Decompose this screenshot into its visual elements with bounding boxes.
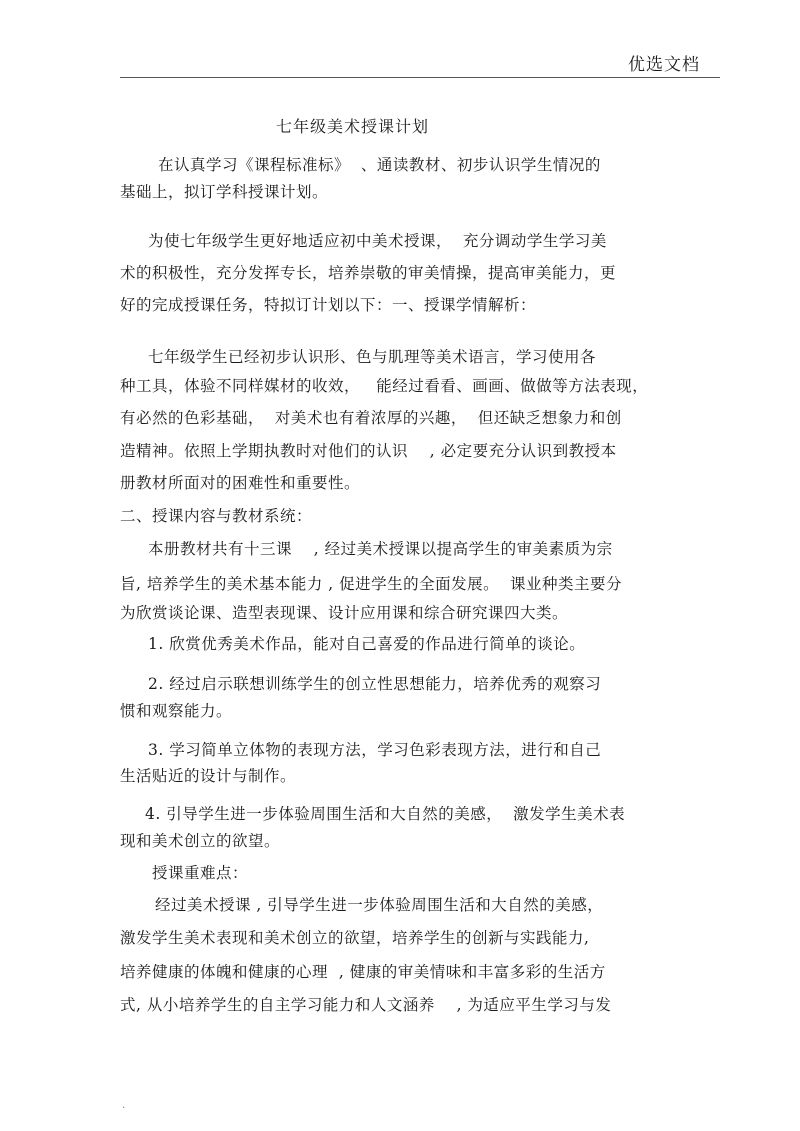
list-item: 1. 欣赏优秀美术作品，能对自己喜爱的作品进行简单的谈论。: [148, 635, 586, 653]
paragraph-line: 好的完成授课任务，特拟订计划以下：一、授课学情解析：: [120, 296, 537, 314]
paragraph-line: 术的积极性，充分发挥专长，培养崇敬的审美情操，提高审美能力，更: [120, 264, 617, 282]
paragraph-line: 培养健康的体魄和健康的心理 , 健康的审美情味和丰富多彩的生活方: [120, 963, 606, 981]
list-item-continuation: 惯和观察能力。: [120, 702, 233, 720]
list-item-continuation: 现和美术创立的欲望。: [120, 832, 281, 850]
paragraph-line: 激发学生美术表现和美术创立的欲望，培养学生的创新与实践能力,: [120, 929, 590, 947]
section-heading: 授课重难点：: [152, 864, 249, 882]
list-item: 2. 经过启示联想训练学生的创立性思想能力，培养优秀的观察习: [148, 675, 602, 693]
header-divider: [120, 77, 720, 78]
list-item: 4. 引导学生进一步体验周围生活和大自然的美感， 激发学生美术表: [145, 805, 626, 823]
footer-mark: .: [122, 1100, 126, 1111]
paragraph-line: 造精神。依照上学期执教时对他们的认识 , 必定要充分认识到教授本: [120, 442, 617, 460]
paragraph-line: 为使七年级学生更好地适应初中美术授课， 充分调动学生学习美: [148, 232, 607, 250]
paragraph-line: 基础上，拟订学科授课计划。: [120, 183, 329, 201]
paragraph-line: 册教材所面对的困难性和重要性。: [120, 474, 361, 492]
document-title: 七年级美术授课计划: [276, 117, 430, 136]
list-item: 3. 学习简单立体物的表现方法，学习色彩表现方法，进行和自己: [148, 741, 602, 759]
paragraph-line: 在认真学习《课程标准标》 、通读教材、初步认识学生情况的: [158, 156, 601, 174]
paragraph-line: 经过美术授课 , 引导学生进一步体验周围生活和大自然的美感，: [155, 896, 604, 914]
section-heading: 二、授课内容与教材系统：: [120, 507, 313, 525]
paragraph-line: 有必然的色彩基础， 对美术也有着浓厚的兴趣， 但还缺乏想象力和创: [120, 409, 622, 427]
paragraph-line: 式, 从小培养学生的自主学习能力和人文涵养 , 为适应平生学习与发: [120, 996, 612, 1014]
header-label: 优选文档: [628, 55, 700, 75]
paragraph-line: 本册教材共有十三课 , 经过美术授课以提高学生的审美素质为宗: [148, 540, 613, 558]
paragraph-line: 种工具，体验不同样媒材的收效， 能经过看看、画画、做做等方法表现，: [120, 377, 649, 395]
paragraph-line: 旨, 培养学生的美术基本能力 , 促进学生的全面发展。 课业种类主要分: [120, 575, 622, 593]
paragraph-line: 七年级学生已经初步认识形、色与肌理等美术语言，学习使用各: [148, 348, 597, 366]
list-item-continuation: 生活贴近的设计与制作。: [120, 767, 297, 785]
paragraph-line: 为欣赏谈论课、造型表现课、设计应用课和综合研究课四大类。: [120, 604, 569, 622]
